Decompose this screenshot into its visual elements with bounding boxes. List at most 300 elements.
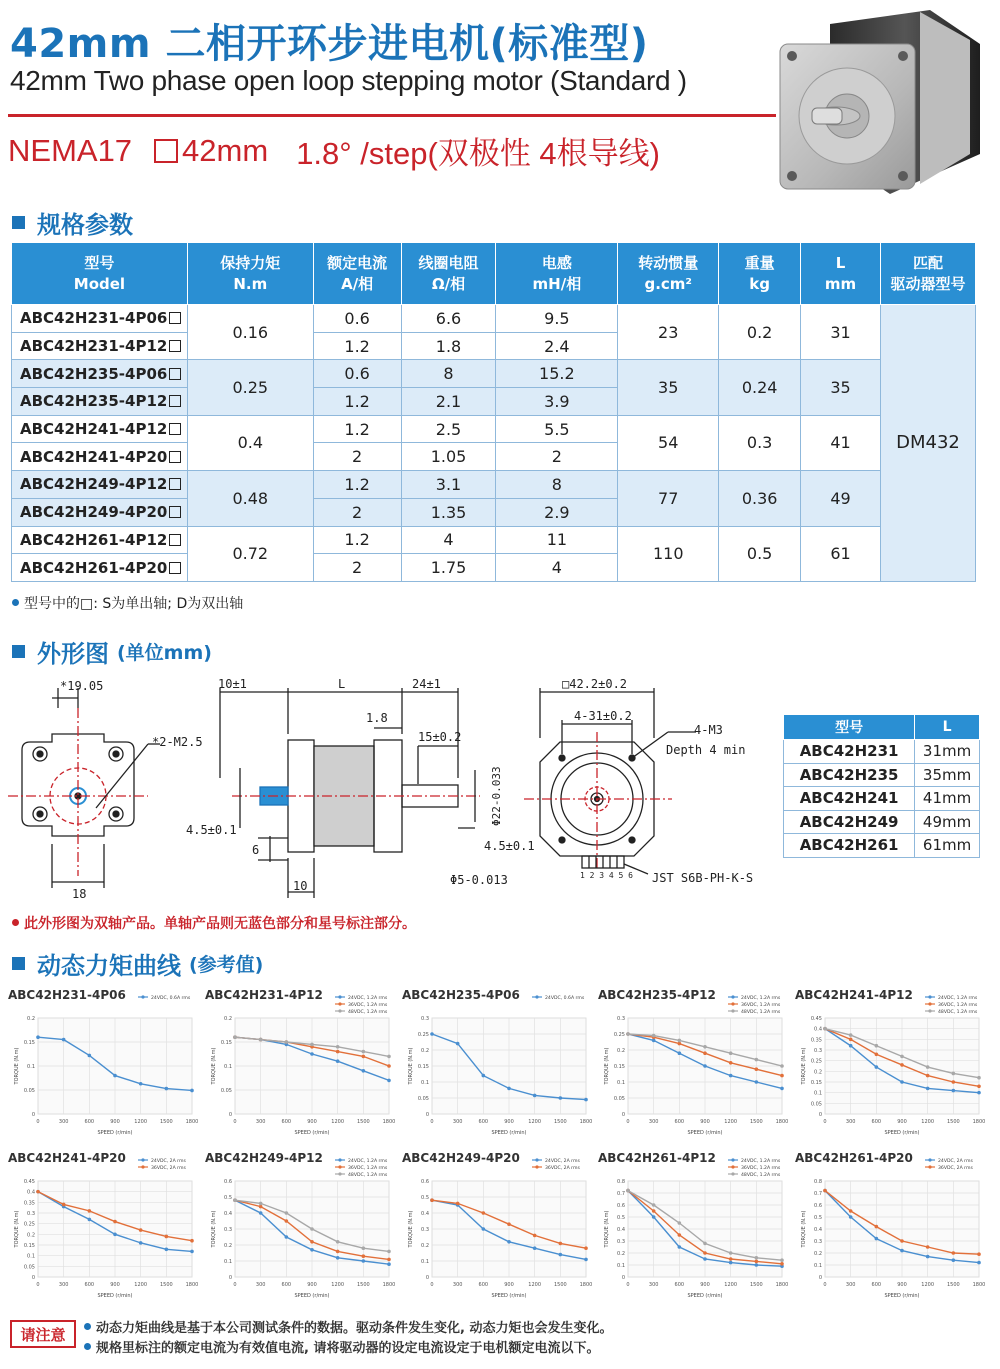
x-tick-label: 900 xyxy=(897,1119,907,1125)
data-point xyxy=(336,1050,340,1054)
x-tick-label: 1500 xyxy=(946,1119,960,1125)
x-tick-label: 1500 xyxy=(553,1119,567,1125)
legend-label: 48VDC, 1.2A rms xyxy=(741,1172,781,1178)
y-tick-label: 0.25 xyxy=(417,1032,429,1038)
data-point xyxy=(652,1203,656,1207)
data-point xyxy=(703,1064,707,1068)
cell-inertia: 54 xyxy=(618,415,719,470)
y-tick-label: 0.1 xyxy=(27,1253,35,1260)
y-tick-label: 0.25 xyxy=(810,1058,822,1065)
x-tick-label: 900 xyxy=(110,1282,120,1288)
cell-inductance: 8 xyxy=(496,471,618,499)
legend-label: 24VDC, 2A rms xyxy=(545,1158,580,1164)
footer-note-2: 规格里标注的额定电流为有效值电流, 请将驱动器的设定电流设定于电机额定电流以下。 xyxy=(84,1339,612,1359)
y-tick-label: 0 xyxy=(425,1275,429,1281)
y-tick-label: 0 xyxy=(818,1275,822,1281)
cell-model: ABC42H235-4P12 xyxy=(12,388,188,416)
table-row: ABC42H235 35mm xyxy=(784,763,980,787)
y-tick-label: 0.4 xyxy=(814,1227,822,1233)
y-tick-label: 0.3 xyxy=(814,1048,822,1054)
page-title-cn: 42mm 二相开环步进电机(标准型) xyxy=(10,21,649,67)
cell-current: 1.2 xyxy=(313,415,401,443)
data-point xyxy=(362,1259,366,1263)
side-view xyxy=(220,688,480,898)
data-point xyxy=(113,1233,117,1237)
table-row xyxy=(12,415,976,443)
cell-weight: 0.3 xyxy=(719,415,801,470)
cell-model: ABC42H231-4P06 xyxy=(12,305,188,333)
y-tick-label: 0.2 xyxy=(421,1048,429,1054)
y-axis-label: TORQUE (N.m) xyxy=(801,1047,807,1085)
y-axis-label: TORQUE (N.m) xyxy=(14,1210,20,1248)
section-marker xyxy=(12,216,25,229)
data-point xyxy=(977,1076,981,1080)
data-point xyxy=(952,1258,956,1262)
legend-label: 36VDC, 2A rms xyxy=(938,1165,973,1171)
x-tick-label: 1200 xyxy=(921,1282,935,1288)
y-tick-label: 0.15 xyxy=(23,1040,35,1046)
legend-marker xyxy=(338,1158,341,1161)
chart-title: ABC42H241-4P12 xyxy=(795,988,913,1002)
y-tick-label: 0.15 xyxy=(613,1064,625,1070)
y-axis-label: TORQUE (N.m) xyxy=(604,1210,610,1248)
x-tick-label: 0 xyxy=(823,1119,827,1125)
chart-svg xyxy=(402,1151,594,1311)
y-tick-label: 0.15 xyxy=(220,1040,232,1046)
data-point xyxy=(259,1202,263,1206)
footer-notes xyxy=(84,1319,612,1359)
legend-marker xyxy=(338,1002,341,1005)
x-tick-label: 600 xyxy=(871,1282,882,1288)
data-point xyxy=(165,1235,169,1239)
data-point xyxy=(780,1064,784,1068)
x-axis-label: SPEED (r/min) xyxy=(884,1130,920,1136)
x-axis-label: SPEED (r/min) xyxy=(294,1293,330,1299)
data-point xyxy=(703,1242,707,1246)
legend-label: 24VDC, 2A rms xyxy=(151,1158,186,1164)
legend-marker xyxy=(338,1009,341,1012)
data-point xyxy=(336,1240,340,1244)
cell-inertia: 110 xyxy=(618,526,719,581)
table-row: ABC42H231 31mm xyxy=(784,740,980,764)
data-point xyxy=(165,1087,169,1091)
legend-marker xyxy=(928,995,931,998)
x-axis-label: SPEED (r/min) xyxy=(687,1293,723,1299)
y-tick-label: 0.05 xyxy=(23,1088,35,1094)
legend-marker xyxy=(731,995,734,998)
y-tick-label: 0.2 xyxy=(617,1251,625,1257)
y-tick-label: 0.2 xyxy=(814,1251,822,1257)
torque-chart xyxy=(402,1151,594,1311)
cell-inertia: 35 xyxy=(618,360,719,415)
th-current: 额定电流 A/相 xyxy=(313,243,401,305)
x-tick-label: 1200 xyxy=(724,1119,738,1125)
y-tick-label: 0.15 xyxy=(23,1243,35,1249)
cell-current: 0.6 xyxy=(313,305,401,333)
y-axis-label: TORQUE (N.m) xyxy=(14,1047,20,1085)
y-tick-label: 0.35 xyxy=(23,1200,35,1207)
cell-resistance: 2.1 xyxy=(401,388,496,416)
x-tick-label: 1200 xyxy=(134,1282,148,1288)
x-tick-label: 0 xyxy=(233,1119,237,1125)
torque-chart xyxy=(8,988,200,1148)
data-point xyxy=(62,1038,66,1042)
data-point xyxy=(336,1059,340,1063)
y-tick-label: 0.3 xyxy=(814,1239,822,1245)
data-point xyxy=(584,1098,588,1102)
legend-label: 36VDC, 1.2A rms xyxy=(348,1002,388,1008)
y-tick-label: 0.1 xyxy=(814,1263,822,1269)
x-tick-label: 600 xyxy=(871,1119,882,1125)
dim-m3: 4-M3 xyxy=(694,723,723,737)
cell-current: 1.2 xyxy=(313,526,401,554)
x-tick-label: 1200 xyxy=(724,1282,738,1288)
y-tick-label: 0.2 xyxy=(27,1016,35,1022)
y-tick-label: 0.3 xyxy=(224,1227,232,1233)
data-point xyxy=(678,1039,682,1043)
legend-label: 36VDC, 1.2A rms xyxy=(938,1002,978,1008)
th-torque: 保持力矩 N.m xyxy=(187,243,313,305)
y-tick-label: 0 xyxy=(818,1112,822,1118)
y-tick-label: 0 xyxy=(228,1112,232,1118)
torque-chart xyxy=(598,988,790,1148)
data-point xyxy=(387,1079,391,1083)
spec-line xyxy=(8,128,660,173)
data-point xyxy=(336,1256,340,1260)
legend-label: 36VDC, 2A rms xyxy=(545,1165,580,1171)
data-point xyxy=(139,1241,143,1245)
data-point xyxy=(849,1044,853,1048)
y-tick-label: 0.15 xyxy=(810,1080,822,1086)
data-point xyxy=(362,1069,366,1073)
data-point xyxy=(977,1091,981,1095)
legend-label: 24VDC, 1.2A rms xyxy=(348,995,388,1001)
table-row: ABC42H261 61mm xyxy=(784,834,980,858)
legend-label: 48VDC, 1.2A rms xyxy=(741,1009,781,1015)
y-tick-label: 0.2 xyxy=(814,1069,822,1076)
data-point xyxy=(729,1251,733,1255)
th-inductance: 电感 mH/相 xyxy=(496,243,618,305)
cell-inertia: 77 xyxy=(618,471,719,526)
y-tick-label: 0 xyxy=(31,1112,35,1118)
data-point xyxy=(362,1055,366,1059)
y-tick-label: 0.1 xyxy=(617,1080,625,1086)
dim-15: 15±0.2 xyxy=(418,730,462,744)
cell-current: 1.2 xyxy=(313,471,401,499)
x-tick-label: 0 xyxy=(36,1119,40,1125)
y-tick-label: 0.2 xyxy=(224,1016,232,1022)
data-point xyxy=(900,1239,904,1243)
data-point xyxy=(533,1246,537,1250)
y-tick-label: 0.2 xyxy=(27,1232,35,1239)
data-point xyxy=(652,1039,656,1043)
data-point xyxy=(387,1250,391,1254)
cell-model: ABC42H241-4P20 xyxy=(12,443,188,471)
cell-torque: 0.16 xyxy=(187,305,313,360)
data-point xyxy=(336,1250,340,1254)
cell-model: ABC42H249-4P20 xyxy=(12,498,188,526)
data-point xyxy=(259,1205,263,1209)
y-tick-label: 0.1 xyxy=(421,1080,429,1086)
dim-22: Φ22-0.033 xyxy=(490,766,503,826)
dim-4-5b: 4.5±0.1 xyxy=(484,839,535,853)
cell-inductance: 9.5 xyxy=(496,305,618,333)
x-tick-label: 300 xyxy=(452,1282,463,1288)
data-point xyxy=(849,1038,853,1042)
chart-title: ABC42H249-4P12 xyxy=(205,1151,323,1165)
section-marker xyxy=(12,957,25,970)
cell-resistance: 4 xyxy=(401,526,496,554)
cell-model: ABC42H241-4P12 xyxy=(12,415,188,443)
data-point xyxy=(362,1254,366,1258)
x-tick-label: 0 xyxy=(823,1282,827,1288)
y-tick-label: 0.3 xyxy=(421,1227,429,1233)
x-tick-label: 900 xyxy=(307,1119,317,1125)
legend-label: 24VDC, 1.2A rms xyxy=(348,1158,388,1164)
th-length: L mm xyxy=(801,243,881,305)
x-tick-label: 600 xyxy=(84,1119,95,1125)
data-point xyxy=(977,1261,981,1265)
x-tick-label: 1800 xyxy=(775,1282,789,1288)
data-point xyxy=(780,1074,784,1078)
spec-size: 42mm xyxy=(182,132,269,168)
data-point xyxy=(430,1032,434,1036)
data-point xyxy=(926,1065,930,1069)
cell-resistance: 8 xyxy=(401,360,496,388)
data-point xyxy=(310,1052,314,1056)
table-row xyxy=(12,526,976,554)
cell-resistance: 6.6 xyxy=(401,305,496,333)
y-tick-label: 0.8 xyxy=(617,1179,625,1185)
attention-badge: 请注意 xyxy=(10,1320,76,1348)
table-row xyxy=(12,471,976,499)
cell-torque: 0.72 xyxy=(187,526,313,581)
legend-marker xyxy=(338,1165,341,1168)
cell-current: 1.2 xyxy=(313,388,401,416)
torque-chart xyxy=(598,1151,790,1311)
x-tick-label: 1500 xyxy=(159,1282,173,1288)
x-axis-label: SPEED (r/min) xyxy=(491,1293,527,1299)
table-row: ABC42H241 41mm xyxy=(784,787,980,811)
legend-label: 48VDC, 1.2A rms xyxy=(348,1172,388,1178)
x-tick-label: 900 xyxy=(504,1119,514,1125)
cell-current: 2 xyxy=(313,498,401,526)
data-point xyxy=(926,1087,930,1091)
chart-title: ABC42H241-4P20 xyxy=(8,1151,126,1165)
chart-svg xyxy=(598,1151,790,1311)
section-outline xyxy=(12,634,212,669)
data-point xyxy=(900,1080,904,1084)
legend-label: 24VDC, 0.6A rms xyxy=(545,995,585,1001)
section-curves-title: 动态力矩曲线 xyxy=(37,952,181,980)
dim-5: Φ5-0.013 xyxy=(450,873,508,887)
x-tick-label: 600 xyxy=(478,1282,489,1288)
y-tick-label: 0.45 xyxy=(810,1016,822,1022)
legend-marker xyxy=(731,1165,734,1168)
data-point xyxy=(233,1198,237,1202)
cell-length: 35 xyxy=(801,360,881,415)
data-point xyxy=(849,1033,853,1037)
dim-4-5a: 4.5±0.1 xyxy=(186,823,237,837)
cell-current: 1.2 xyxy=(313,332,401,360)
x-tick-label: 1800 xyxy=(972,1119,986,1125)
data-point xyxy=(755,1067,759,1071)
x-tick-label: 600 xyxy=(674,1119,685,1125)
cell-inductance: 15.2 xyxy=(496,360,618,388)
legend-label: 24VDC, 1.2A rms xyxy=(938,995,978,1001)
legend-marker xyxy=(141,995,144,998)
torque-chart xyxy=(205,988,397,1148)
y-tick-label: 0.5 xyxy=(814,1215,822,1221)
x-tick-label: 300 xyxy=(58,1282,69,1288)
x-tick-label: 300 xyxy=(255,1282,266,1288)
cell-inductance: 2 xyxy=(496,443,618,471)
y-tick-label: 0.3 xyxy=(617,1016,625,1022)
data-point xyxy=(456,1042,460,1046)
chart-title: ABC42H261-4P20 xyxy=(795,1151,913,1165)
y-tick-label: 0.8 xyxy=(814,1179,822,1185)
data-point xyxy=(482,1227,486,1231)
x-tick-label: 900 xyxy=(700,1119,710,1125)
data-point xyxy=(362,1050,366,1054)
square-icon xyxy=(154,139,178,163)
data-point xyxy=(900,1055,904,1059)
data-point xyxy=(952,1072,956,1076)
x-tick-label: 300 xyxy=(845,1119,856,1125)
chart-svg xyxy=(205,1151,397,1311)
dim-6: 6 xyxy=(252,843,260,857)
data-point xyxy=(285,1040,289,1044)
legend-marker xyxy=(141,1158,144,1161)
data-point xyxy=(626,1032,630,1036)
y-tick-label: 0 xyxy=(228,1275,232,1281)
x-tick-label: 1200 xyxy=(331,1282,345,1288)
data-point xyxy=(387,1064,391,1068)
data-point xyxy=(849,1209,853,1213)
x-tick-label: 300 xyxy=(648,1282,659,1288)
x-tick-label: 1500 xyxy=(159,1119,173,1125)
x-tick-label: 300 xyxy=(255,1119,266,1125)
data-point xyxy=(729,1051,733,1055)
section-outline-title: 外形图 xyxy=(37,640,109,668)
legend-marker xyxy=(141,1165,144,1168)
data-point xyxy=(88,1218,92,1222)
data-point xyxy=(823,1027,827,1031)
data-point xyxy=(507,1240,511,1244)
data-point xyxy=(729,1261,733,1265)
chart-title: ABC42H231-4P12 xyxy=(205,988,323,1002)
y-tick-label: 0.4 xyxy=(814,1026,822,1033)
legend-marker xyxy=(338,1172,341,1175)
data-point xyxy=(190,1250,194,1254)
cell-current: 2 xyxy=(313,554,401,582)
cell-resistance: 1.05 xyxy=(401,443,496,471)
dim-10: 10 xyxy=(293,879,308,893)
y-tick-label: 0.3 xyxy=(27,1211,35,1217)
legend-label: 24VDC, 1.2A rms xyxy=(741,1158,781,1164)
chart-svg xyxy=(8,988,200,1148)
data-point xyxy=(310,1248,314,1252)
dim-10a: 10±1 xyxy=(218,677,247,691)
page-title-en: 42mm Two phase open loop stepping motor (Standard ) xyxy=(10,65,687,96)
cell-model: ABC42H231-4P12 xyxy=(12,332,188,360)
y-tick-label: 0.2 xyxy=(421,1243,429,1249)
chart-title: ABC42H231-4P06 xyxy=(8,988,126,1002)
data-point xyxy=(36,1190,40,1194)
cell-weight: 0.24 xyxy=(719,360,801,415)
data-point xyxy=(755,1080,759,1084)
x-tick-label: 300 xyxy=(845,1282,856,1288)
section-curves-sub: (参考值) xyxy=(189,954,264,976)
data-point xyxy=(310,1227,314,1231)
x-tick-label: 900 xyxy=(110,1119,120,1125)
x-tick-label: 600 xyxy=(84,1282,95,1288)
y-tick-label: 0.6 xyxy=(224,1179,232,1185)
y-tick-label: 0.1 xyxy=(224,1064,232,1070)
x-tick-label: 1500 xyxy=(946,1282,960,1288)
dim-L: L xyxy=(338,677,346,691)
spec-step: 1.8° /step(双极性 4根导线) xyxy=(296,136,660,171)
data-point xyxy=(755,1256,759,1260)
y-tick-label: 0.3 xyxy=(617,1239,625,1245)
cell-inductance: 11 xyxy=(496,526,618,554)
spec-header-row xyxy=(12,243,976,305)
data-point xyxy=(533,1094,537,1098)
section-specs xyxy=(12,205,133,240)
cell-torque: 0.25 xyxy=(187,360,313,415)
data-point xyxy=(430,1198,434,1202)
cell-inductance: 2.9 xyxy=(496,498,618,526)
legend-marker xyxy=(731,1158,734,1161)
x-tick-label: 600 xyxy=(281,1282,292,1288)
lt-head-model: 型号 xyxy=(784,715,915,740)
chart-title: ABC42H261-4P12 xyxy=(598,1151,716,1165)
x-tick-label: 1200 xyxy=(921,1119,935,1125)
x-tick-label: 0 xyxy=(233,1282,237,1288)
x-tick-label: 1800 xyxy=(382,1119,396,1125)
connector-label: JST S6B-PH-K-S xyxy=(652,871,754,885)
cell-torque: 0.4 xyxy=(187,415,313,470)
x-tick-label: 1500 xyxy=(356,1119,370,1125)
cell-model: ABC42H235-4P06 xyxy=(12,360,188,388)
y-tick-label: 0.4 xyxy=(617,1227,625,1233)
chart-title: ABC42H235-4P12 xyxy=(598,988,716,1002)
lt-head-l: L xyxy=(915,715,980,740)
x-tick-label: 1500 xyxy=(356,1282,370,1288)
legend-marker xyxy=(535,1165,538,1168)
length-table xyxy=(783,714,980,858)
legend-marker xyxy=(928,1002,931,1005)
cell-length: 41 xyxy=(801,415,881,470)
chart-svg xyxy=(402,988,594,1148)
y-tick-label: 0.6 xyxy=(617,1203,625,1209)
x-tick-label: 1200 xyxy=(134,1119,148,1125)
torque-chart xyxy=(205,1151,397,1311)
x-tick-label: 600 xyxy=(478,1119,489,1125)
legend-label: 24VDC, 2A rms xyxy=(938,1158,973,1164)
data-point xyxy=(533,1234,537,1238)
cell-current: 2 xyxy=(313,443,401,471)
section-outline-unit: (单位mm) xyxy=(117,642,212,664)
legend-label: 24VDC, 0.6A rms xyxy=(151,995,191,1001)
data-point xyxy=(703,1051,707,1055)
y-tick-label: 0.25 xyxy=(613,1032,625,1038)
chart-title: ABC42H249-4P20 xyxy=(402,1151,520,1165)
data-point xyxy=(875,1237,879,1241)
data-point xyxy=(678,1051,682,1055)
data-point xyxy=(900,1063,904,1067)
dim-1905: *19.05 xyxy=(60,679,104,693)
